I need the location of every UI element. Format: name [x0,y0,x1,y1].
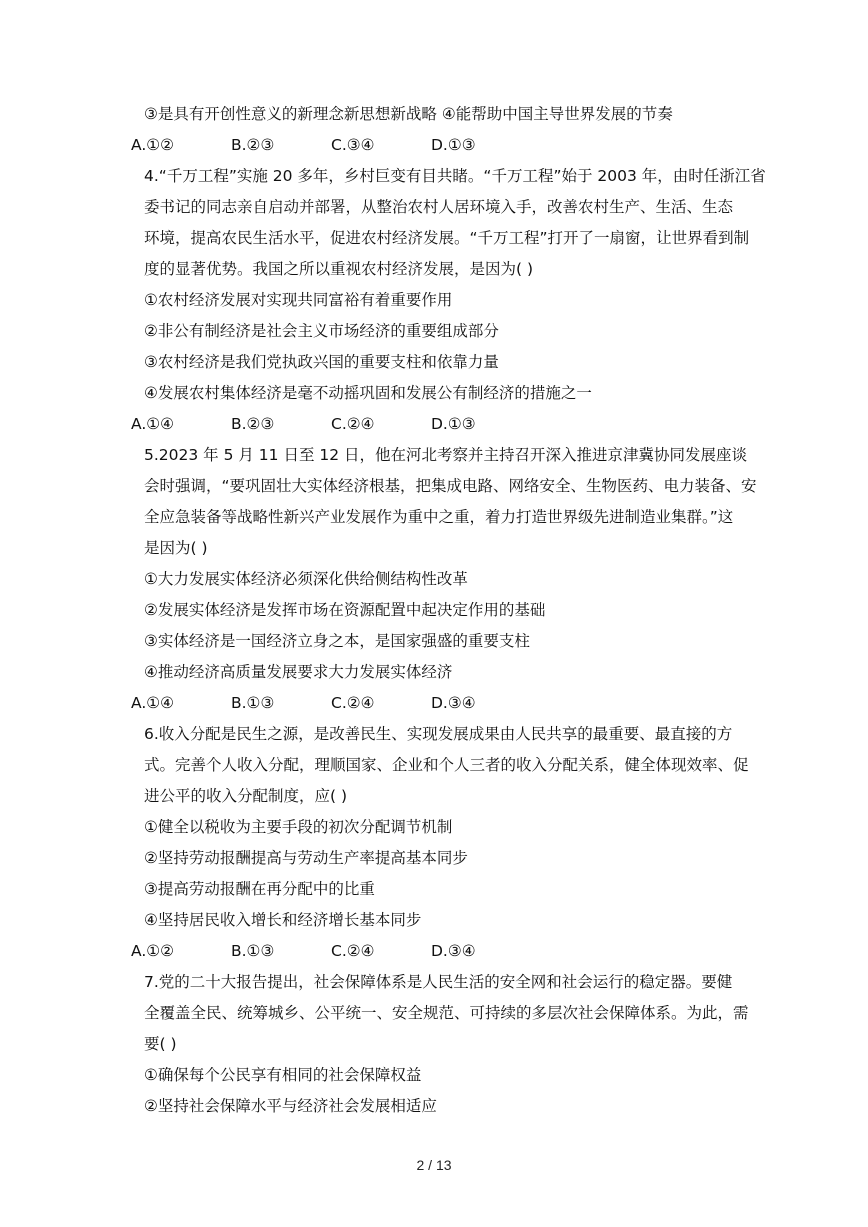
question-5-text: 是因为( ) [144,539,208,557]
question-4-text: 4.“千万工程”实施 20 多年，乡村巨变有目共睹。“千万工程”始于 2003 年，由时任浙江省 [144,167,766,185]
answer-options [131,135,531,155]
question-6-text: 6.收入分配是民生之源，是改善民生、实现发展成果由人民共享的最重要、最直接的方 [144,725,733,743]
question-7-text: 要( ) [144,1035,177,1053]
statement-line: ④坚持居民收入增长和经济增长基本同步 [144,911,422,929]
statement-line: ②非公有制经济是社会主义市场经济的重要组成部分 [144,322,499,340]
option-c: C.③④ [331,136,375,154]
option-d: D.③④ [431,694,476,712]
answer-options [131,414,531,434]
statement-line: ①农村经济发展对实现共同富裕有着重要作用 [144,291,453,309]
statement-line: ②坚持社会保障水平与经济社会发展相适应 [144,1097,437,1115]
statement-line: ④发展农村集体经济是毫不动摇巩固和发展公有制经济的措施之一 [144,384,592,402]
option-a: A.①④ [131,415,175,433]
statement-line: ②发展实体经济是发挥市场在资源配置中起决定作用的基础 [144,601,546,619]
option-a: A.①④ [131,694,175,712]
option-b: B.①③ [231,942,275,960]
statement-line: ②坚持劳动报酬提高与劳动生产率提高基本同步 [144,849,468,867]
option-d: D.③④ [431,942,476,960]
question-6-text: 进公平的收入分配制度，应( ) [144,787,348,805]
answer-options [131,693,531,713]
option-c: C.②④ [331,942,375,960]
question-7-text: 全覆盖全民、统筹城乡、公平统一、安全规范、可持续的多层次社会保障体系。为此，需 [144,1004,749,1022]
statement-line: ③提高劳动报酬在再分配中的比重 [144,880,375,898]
option-c: C.②④ [331,415,375,433]
option-d: D.①③ [431,415,476,433]
statement-line: ③是具有开创性意义的新理念新思想新战略 ④能帮助中国主导世界发展的节奏 [144,105,673,123]
question-4-text: 度的显著优势。我国之所以重视农村经济发展，是因为( ) [144,260,534,278]
question-4-text: 委书记的同志亲自启动并部署，从整治农村人居环境入手，改善农村生产、生活、生态 [144,198,734,216]
option-b: B.②③ [231,415,275,433]
statement-line: ①大力发展实体经济必须深化供给侧结构性改革 [144,570,468,588]
question-6-text: 式。完善个人收入分配，理顺国家、企业和个人三者的收入分配关系，健全体现效率、促 [144,756,749,774]
statement-line: ③实体经济是一国经济立身之本，是国家强盛的重要支柱 [144,632,530,650]
statement-line: ③农村经济是我们党执政兴国的重要支柱和依靠力量 [144,353,499,371]
statement-line: ①确保每个公民享有相同的社会保障权益 [144,1066,422,1084]
option-b: B.①③ [231,694,275,712]
option-a: A.①② [131,942,175,960]
question-5-text: 会时强调，“要巩固壮大实体经济根基，把集成电路、网络安全、生物医药、电力装备、安 [144,477,757,495]
option-d: D.①③ [431,136,476,154]
option-c: C.②④ [331,694,375,712]
option-b: B.②③ [231,136,275,154]
question-7-text: 7.党的二十大报告提出，社会保障体系是人民生活的安全网和社会运行的稳定器。要健 [144,973,733,991]
question-4-text: 环境，提高农民生活水平，促进农村经济发展。“千万工程”打开了一扇窗，让世界看到制 [144,229,750,247]
question-5-text: 全应急装备等战略性新兴产业发展作为重中之重，着力打造世界级先进制造业集群。”这 [144,508,734,526]
page-number: 2 / 13 [416,1157,452,1173]
answer-options [131,941,531,961]
question-5-text: 5.2023 年 5 月 11 日至 12 日，他在河北考察并主持召开深入推进京津冀协同发展座谈 [144,446,748,464]
statement-line: ①健全以税收为主要手段的初次分配调节机制 [144,818,453,836]
statement-line: ④推动经济高质量发展要求大力发展实体经济 [144,663,453,681]
option-a: A.①② [131,136,175,154]
